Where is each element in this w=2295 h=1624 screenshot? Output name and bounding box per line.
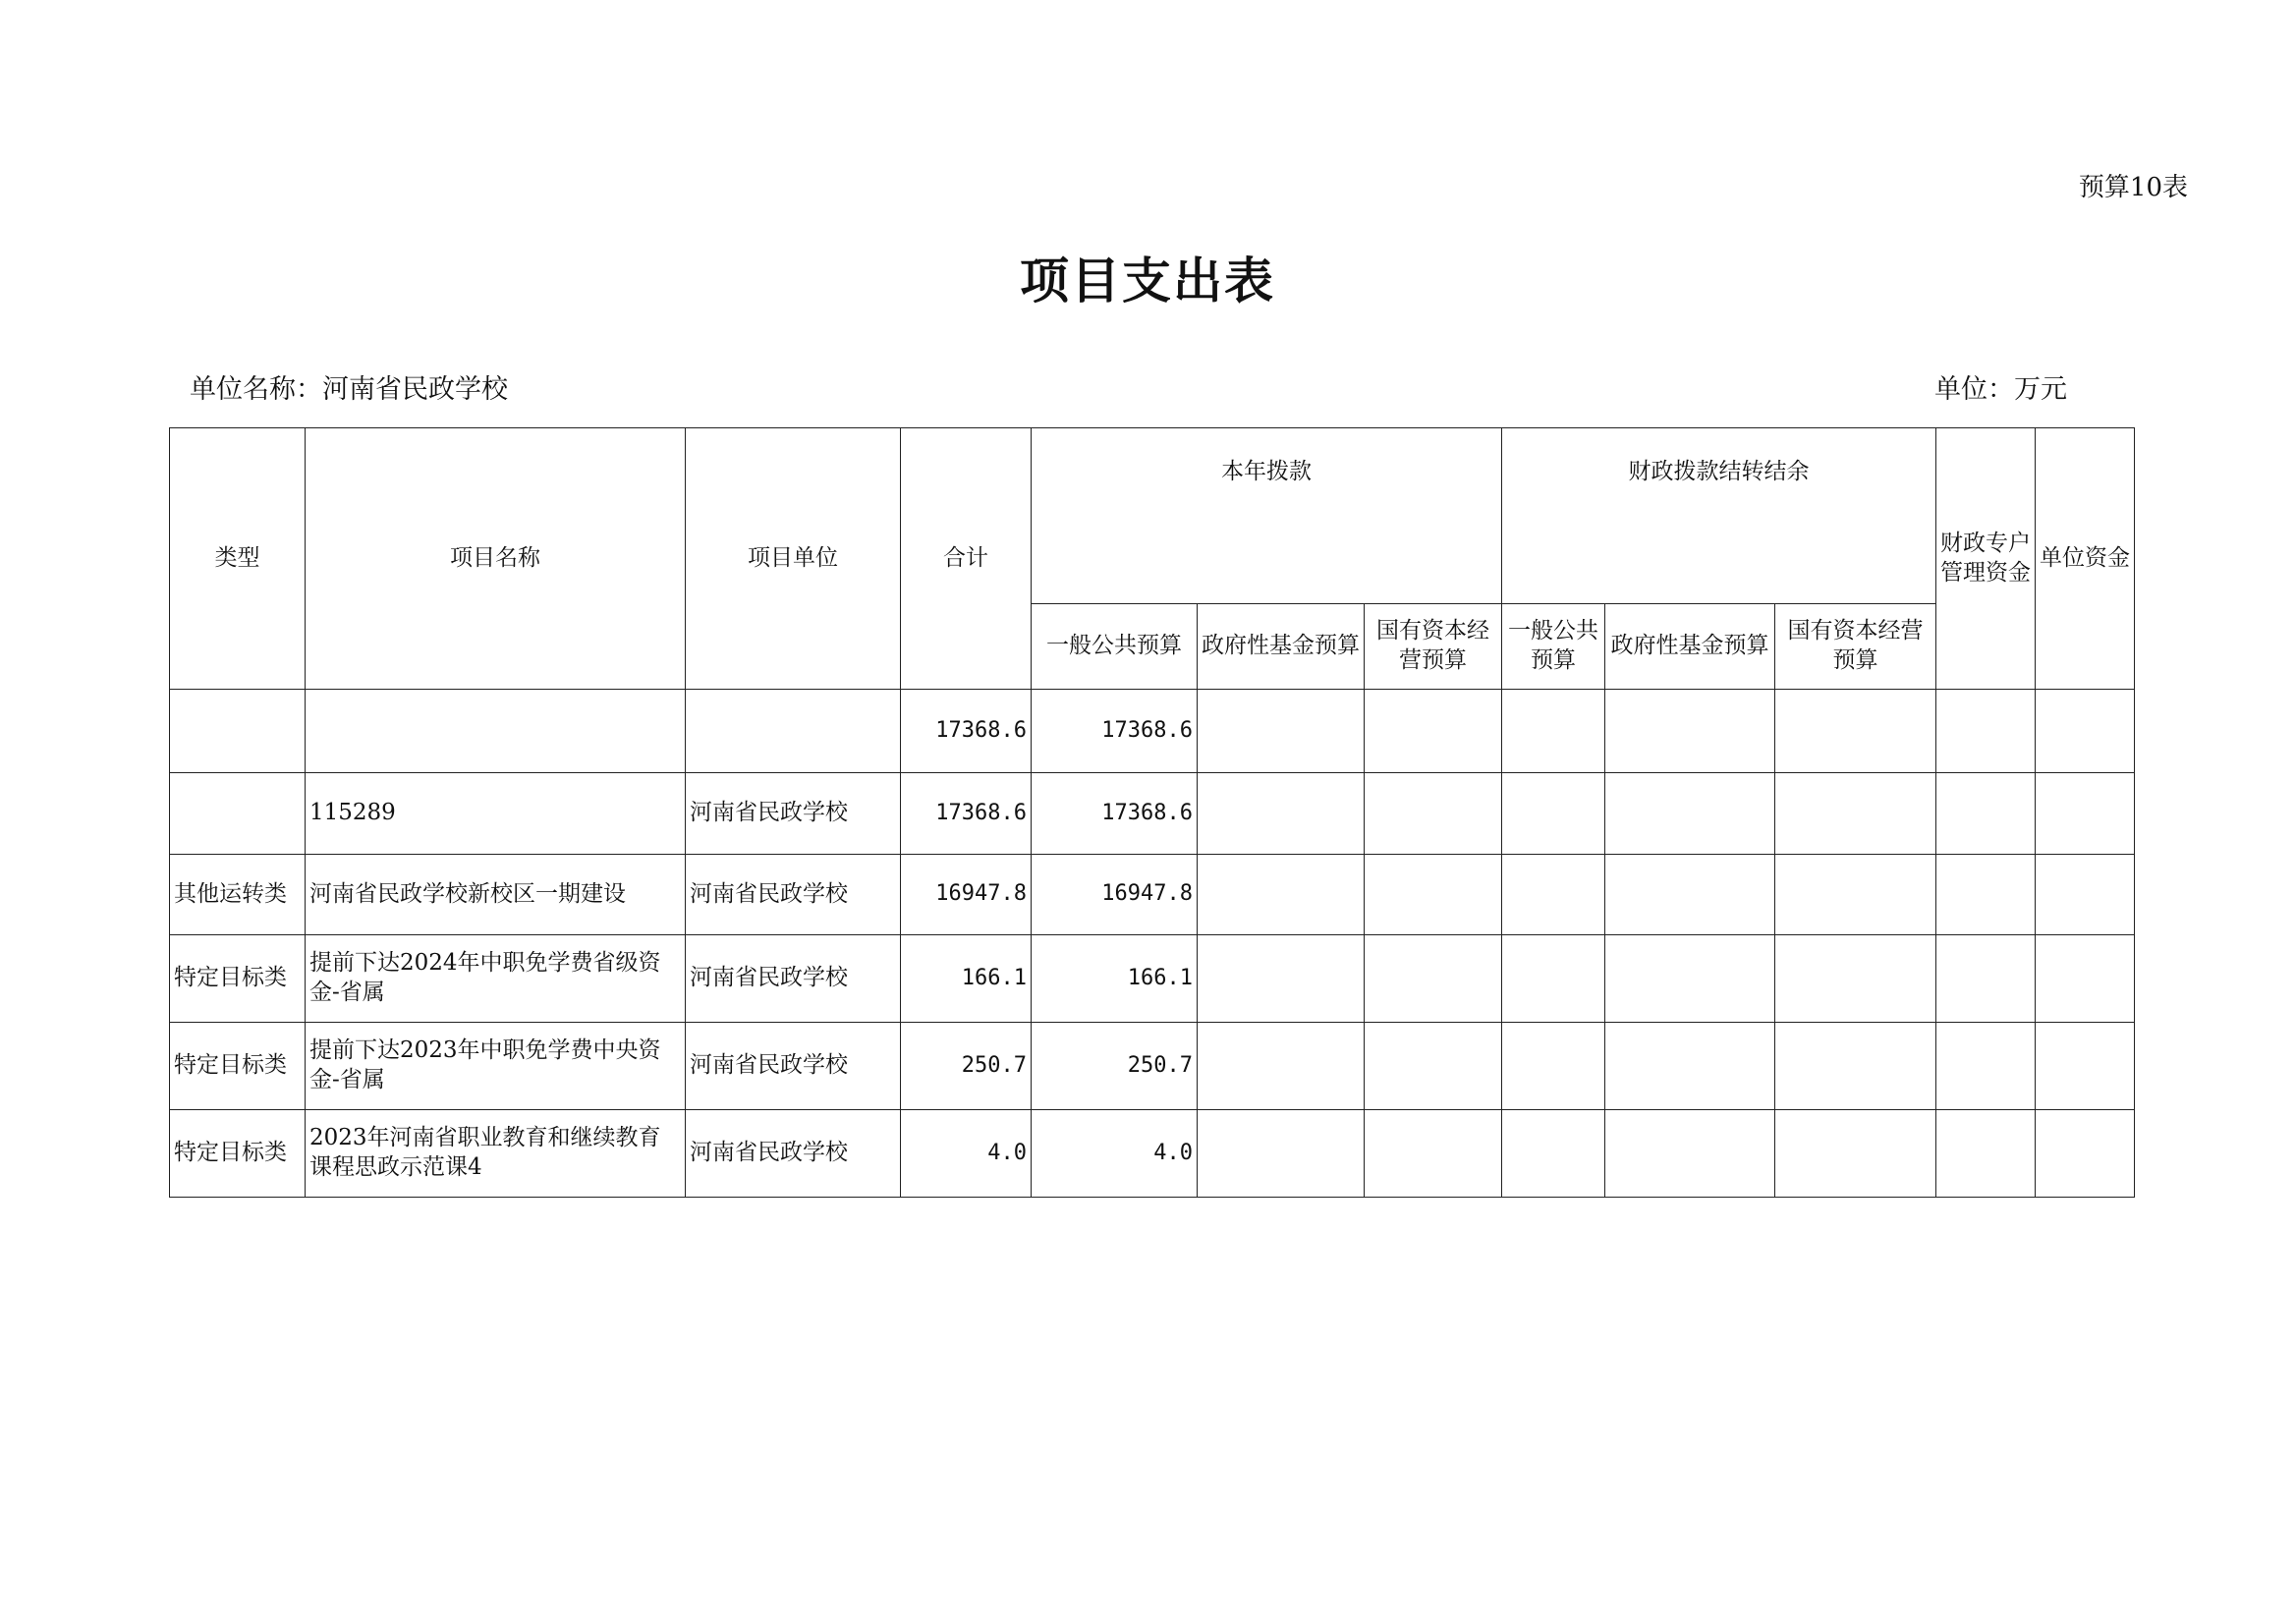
header-current-year-allocation: 本年拨款 bbox=[1032, 428, 1502, 604]
cell-project-unit: 河南省民政学校 bbox=[686, 855, 901, 935]
cell-total: 17368.6 bbox=[901, 690, 1032, 773]
cell-empty bbox=[1605, 855, 1775, 935]
cell-empty bbox=[1775, 1023, 1936, 1110]
cell-empty bbox=[1198, 690, 1365, 773]
header-carryover-government-fund-budget: 政府性基金预算 bbox=[1605, 604, 1775, 690]
cell-empty bbox=[1775, 935, 1936, 1023]
cell-empty bbox=[1502, 1023, 1605, 1110]
cell-empty bbox=[1502, 855, 1605, 935]
cell-empty bbox=[1775, 773, 1936, 855]
cell-empty bbox=[1775, 855, 1936, 935]
table-row bbox=[170, 935, 2135, 1023]
cell-empty bbox=[1502, 935, 1605, 1023]
cell-empty bbox=[2036, 690, 2135, 773]
cell-project-name bbox=[306, 690, 686, 773]
header-general-public-budget: 一般公共预算 bbox=[1032, 604, 1198, 690]
header-carryover-state-capital-budget: 国有资本经营预算 bbox=[1775, 604, 1936, 690]
cell-general-public-budget: 17368.6 bbox=[1032, 690, 1198, 773]
cell-project-unit bbox=[686, 690, 901, 773]
cell-project-name: 提前下达2024年中职免学费省级资金-省属 bbox=[306, 935, 686, 1023]
cell-total: 17368.6 bbox=[901, 773, 1032, 855]
unit-name: 单位名称：河南省民政学校 bbox=[190, 374, 508, 405]
project-expenditure-table bbox=[169, 427, 2135, 1198]
cell-type bbox=[170, 773, 306, 855]
table-row bbox=[170, 773, 2135, 855]
header-carryover-balance: 财政拨款结转结余 bbox=[1502, 428, 1936, 604]
cell-empty bbox=[1198, 773, 1365, 855]
cell-project-name: 2023年河南省职业教育和继续教育课程思政示范课4 bbox=[306, 1110, 686, 1198]
header-carryover-general-public-budget: 一般公共预算 bbox=[1502, 604, 1605, 690]
cell-type: 其他运转类 bbox=[170, 855, 306, 935]
table-row bbox=[170, 1023, 2135, 1110]
cell-project-name: 提前下达2023年中职免学费中央资金-省属 bbox=[306, 1023, 686, 1110]
cell-project-unit: 河南省民政学校 bbox=[686, 1023, 901, 1110]
table-row bbox=[170, 855, 2135, 935]
header-government-fund-budget: 政府性基金预算 bbox=[1198, 604, 1365, 690]
cell-empty bbox=[1502, 690, 1605, 773]
cell-empty bbox=[1605, 773, 1775, 855]
cell-empty bbox=[2036, 1023, 2135, 1110]
cell-empty bbox=[1198, 935, 1365, 1023]
cell-project-name: 115289 bbox=[306, 773, 686, 855]
cell-total: 4.0 bbox=[901, 1110, 1032, 1198]
cell-empty bbox=[1365, 935, 1502, 1023]
cell-project-unit: 河南省民政学校 bbox=[686, 1110, 901, 1198]
cell-general-public-budget: 166.1 bbox=[1032, 935, 1198, 1023]
cell-empty bbox=[2036, 935, 2135, 1023]
cell-empty bbox=[1775, 690, 1936, 773]
cell-empty bbox=[1365, 1110, 1502, 1198]
cell-empty bbox=[2036, 1110, 2135, 1198]
cell-type: 特定目标类 bbox=[170, 1110, 306, 1198]
cell-empty bbox=[1502, 773, 1605, 855]
unit-measure: 单位：万元 bbox=[1934, 374, 2067, 405]
header-unit-funds: 单位资金 bbox=[2036, 428, 2135, 690]
cell-empty bbox=[1198, 1023, 1365, 1110]
cell-general-public-budget: 4.0 bbox=[1032, 1110, 1198, 1198]
header-project-unit: 项目单位 bbox=[686, 428, 901, 690]
cell-type: 特定目标类 bbox=[170, 1023, 306, 1110]
table-row bbox=[170, 690, 2135, 773]
cell-empty bbox=[1365, 690, 1502, 773]
cell-empty bbox=[1936, 855, 2036, 935]
cell-total: 250.7 bbox=[901, 1023, 1032, 1110]
cell-type bbox=[170, 690, 306, 773]
cell-empty bbox=[1605, 1023, 1775, 1110]
cell-total: 166.1 bbox=[901, 935, 1032, 1023]
cell-empty bbox=[2036, 855, 2135, 935]
cell-empty bbox=[1936, 935, 2036, 1023]
cell-empty bbox=[1605, 1110, 1775, 1198]
cell-empty bbox=[1936, 1110, 2036, 1198]
cell-general-public-budget: 17368.6 bbox=[1032, 773, 1198, 855]
cell-empty bbox=[1502, 1110, 1605, 1198]
cell-project-unit: 河南省民政学校 bbox=[686, 773, 901, 855]
header-total: 合计 bbox=[901, 428, 1032, 690]
cell-empty bbox=[1365, 855, 1502, 935]
cell-general-public-budget: 250.7 bbox=[1032, 1023, 1198, 1110]
cell-empty bbox=[1605, 690, 1775, 773]
cell-empty bbox=[1605, 935, 1775, 1023]
cell-project-unit: 河南省民政学校 bbox=[686, 935, 901, 1023]
cell-type: 特定目标类 bbox=[170, 935, 306, 1023]
header-special-account-funds: 财政专户管理资金 bbox=[1936, 428, 2036, 690]
table-row bbox=[170, 1110, 2135, 1198]
cell-empty bbox=[1936, 773, 2036, 855]
cell-empty bbox=[1775, 1110, 1936, 1198]
cell-project-name: 河南省民政学校新校区一期建设 bbox=[306, 855, 686, 935]
document-number: 预算10表 bbox=[2078, 173, 2188, 202]
header-state-capital-budget: 国有资本经营预算 bbox=[1365, 604, 1502, 690]
cell-empty bbox=[1365, 1023, 1502, 1110]
cell-empty bbox=[1936, 1023, 2036, 1110]
cell-empty bbox=[1198, 855, 1365, 935]
cell-general-public-budget: 16947.8 bbox=[1032, 855, 1198, 935]
cell-empty bbox=[2036, 773, 2135, 855]
cell-empty bbox=[1198, 1110, 1365, 1198]
header-project-name: 项目名称 bbox=[306, 428, 686, 690]
header-type: 类型 bbox=[170, 428, 306, 690]
cell-empty bbox=[1365, 773, 1502, 855]
page-title: 项目支出表 bbox=[1020, 252, 1275, 309]
cell-empty bbox=[1936, 690, 2036, 773]
cell-total: 16947.8 bbox=[901, 855, 1032, 935]
